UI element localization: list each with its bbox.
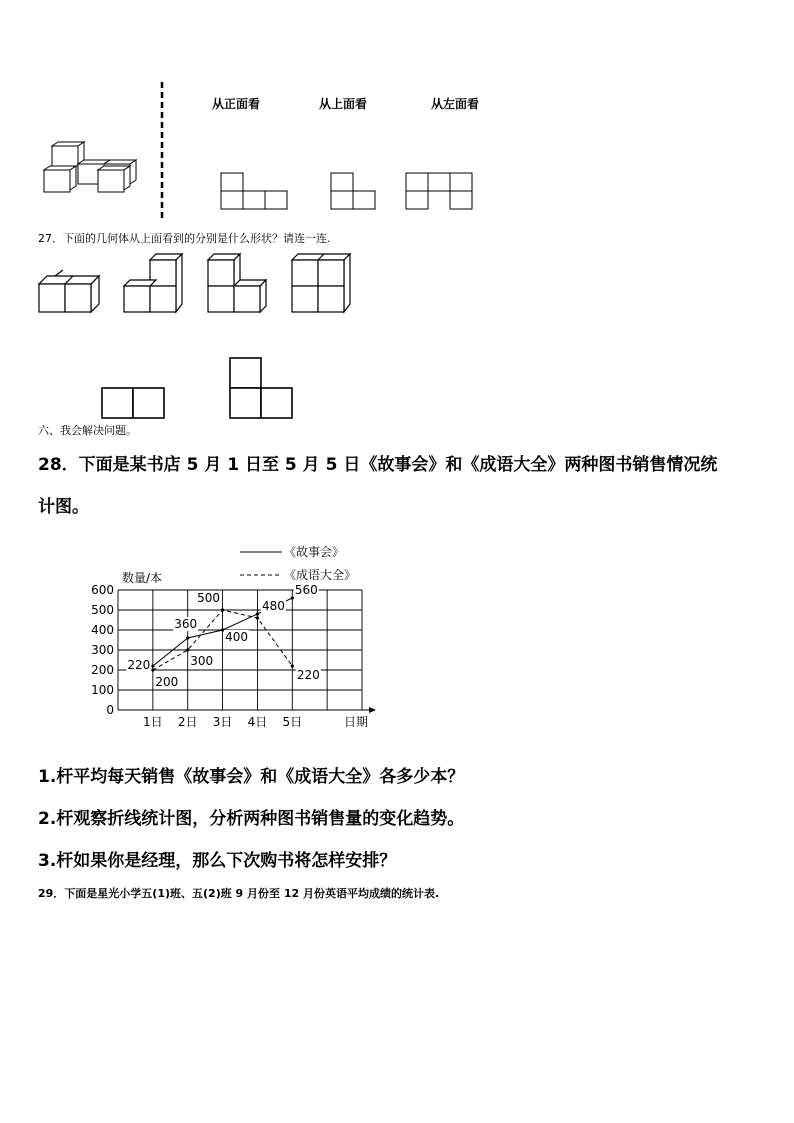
legend-label-chengyu: 《成语大全》 [284, 568, 357, 582]
x-tick-label: 2日 [177, 715, 198, 729]
x-tick-label: 4日 [247, 715, 268, 729]
y-tick-label: 100 [91, 683, 114, 697]
x-axis-arrow [369, 707, 376, 713]
data-point [291, 664, 294, 667]
view-label-left: 从左面看 [431, 97, 480, 111]
y-tick-label: 200 [91, 663, 114, 677]
y-tick-label: 400 [91, 623, 114, 637]
y-tick-label: 0 [106, 703, 114, 717]
q28-sub2: 2.杆观察折线统计图，分析两种图书销售量的变化趋势。 [38, 809, 465, 829]
data-label: 400 [225, 630, 249, 644]
data-point [221, 628, 224, 631]
q28-line2: 计图。 [38, 497, 89, 517]
section-title: 六、我会解决问题。 [38, 424, 137, 437]
x-tick-label: 5日 [282, 715, 303, 729]
data-point [291, 596, 294, 599]
y-tick-label: 600 [91, 583, 114, 597]
data-label: 220 [296, 668, 320, 682]
y-axis-label: 数量/本 [122, 571, 163, 585]
x-tick-label: 3日 [212, 715, 233, 729]
legend-label-gushihui: 《故事会》 [284, 545, 345, 559]
data-label: 560 [294, 583, 318, 597]
x-axis-label: 日期 [343, 715, 369, 729]
view-label-top: 从上面看 [319, 97, 368, 111]
y-tick-label: 300 [91, 643, 114, 657]
data-point [186, 636, 189, 639]
q28-sub1: 1.杆平均每天销售《故事会》和《成语大全》各多少本？ [38, 767, 465, 787]
q28-sub3: 3.杆如果你是经理，那么下次购书将怎样安排？ [38, 851, 397, 871]
data-point [151, 664, 154, 667]
data-point [186, 648, 189, 651]
q28-line1: 28．下面是某书店 5 月 1 日至 5 月 5 日《故事会》和《成语大全》两种图书销售情况统 [38, 455, 718, 475]
data-label: 500 [197, 591, 221, 605]
data-point [221, 608, 224, 611]
data-label: 200 [155, 675, 179, 689]
view-label-front: 从正面看 [212, 97, 261, 111]
x-tick-label: 1日 [143, 715, 163, 729]
data-label: 480 [261, 599, 285, 613]
q27-text: 27．下面的几何体从上面看到的分别是什么形状？请连一连. [38, 232, 331, 245]
q29-text: 29．下面是星光小学五(1)班、五(2)班 9 月份至 12 月份英语平均成绩的统计表. [38, 887, 440, 900]
data-label: 220 [127, 658, 151, 672]
data-label: 360 [174, 617, 198, 631]
data-point [151, 668, 154, 671]
data-point [256, 616, 259, 619]
y-tick-label: 500 [91, 603, 114, 617]
data-label: 300 [190, 654, 214, 668]
data-point [256, 612, 259, 615]
